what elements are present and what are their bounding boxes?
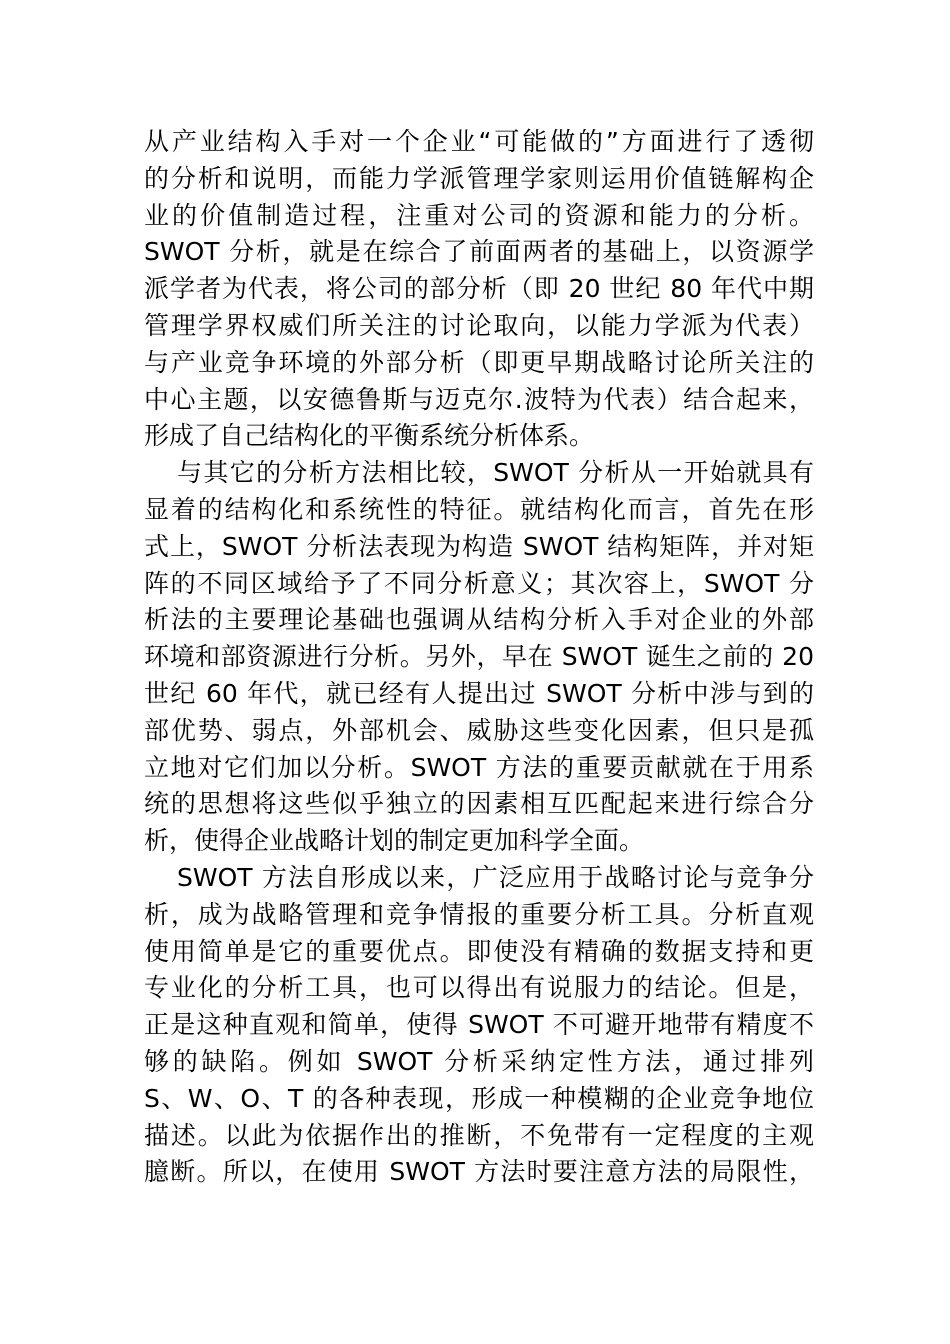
text-line-28: 描述。以此为依据作出的推断，不免带有一定程度的主观 (144, 1120, 814, 1150)
text-line-27: S、W、O、T 的各种表现，形成一种模糊的企业竞争地位 (144, 1083, 814, 1113)
text-line-26: 够的缺陷。例如 SWOT 分析采纳定性方法，通过排列 (144, 1046, 814, 1076)
text-line-12: 式上，SWOT 分析法表现为构造 SWOT 结构矩阵，并对矩 (144, 531, 814, 561)
text-line-9: 形成了自己结构化的平衡系统分析体系。 (144, 421, 595, 451)
text-line-17: 部优势、弱点，外部机会、威胁这些变化因素，但只是孤 (144, 715, 814, 745)
text-line-11: 显着的结构化和系统性的特征。就结构化而言，首先在形 (144, 494, 814, 524)
text-line-14: 析法的主要理论基础也强调从结构分析入手对企业的外部 (144, 605, 814, 635)
text-line-22: 析，成为战略管理和竞争情报的重要分析工具。分析直观 (144, 899, 814, 929)
text-line-16: 世纪 60 年代，就已经有人提出过 SWOT 分析中涉与到的 (144, 678, 814, 708)
text-line-2: 的分析和说明，而能力学派管理学家则运用价值链解构企 (144, 163, 814, 193)
text-line-19: 统的思想将这些似乎独立的因素相互匹配起来进行综合分 (144, 789, 814, 819)
text-line-29: 臆断。所以，在使用 SWOT 方法时要注意方法的局限性， (144, 1157, 814, 1187)
text-line-6: 管理学界权威们所关注的讨论取向，以能力学派为代表） (144, 310, 814, 340)
text-line-21: SWOT 方法自形成以来，广泛应用于战略讨论与竞争分 (177, 862, 814, 892)
text-line-24: 专业化的分析工具，也可以得出有说服力的结论。但是， (144, 973, 814, 1003)
text-line-5: 派学者为代表，将公司的部分析（即 20 世纪 80 年代中期 (144, 274, 814, 304)
text-line-8: 中心主题，以安德鲁斯与迈克尔.波特为代表）结合起来， (144, 384, 814, 414)
text-line-7: 与产业竞争环境的外部分析（即更早期战略讨论所关注的 (144, 347, 814, 377)
text-line-15: 环境和部资源进行分析。另外，早在 SWOT 诞生之前的 20 (144, 642, 814, 672)
text-line-23: 使用简单是它的重要优点。即使没有精确的数据支持和更 (144, 936, 814, 966)
text-line-4: SWOT 分析，就是在综合了前面两者的基础上，以资源学 (144, 237, 814, 267)
text-line-20: 析，使得企业战略计划的制定更加科学全面。 (144, 826, 645, 856)
text-line-18: 立地对它们加以分析。SWOT 方法的重要贡献就在于用系 (144, 752, 814, 782)
text-line-1: 从产业结构入手对一个企业“可能做的”方面进行了透彻 (144, 127, 814, 156)
text-line-13: 阵的不同区域给予了不同分析意义；其次容上，SWOT 分 (144, 568, 814, 598)
text-line-10: 与其它的分析方法相比较，SWOT 分析从一开始就具有 (177, 458, 814, 488)
text-line-25: 正是这种直观和简单，使得 SWOT 不可避开地带有精度不 (144, 1010, 814, 1040)
text-line-3: 业的价值制造过程，注重对公司的资源和能力的分析。 (144, 200, 814, 230)
body-text (144, 124, 814, 1191)
